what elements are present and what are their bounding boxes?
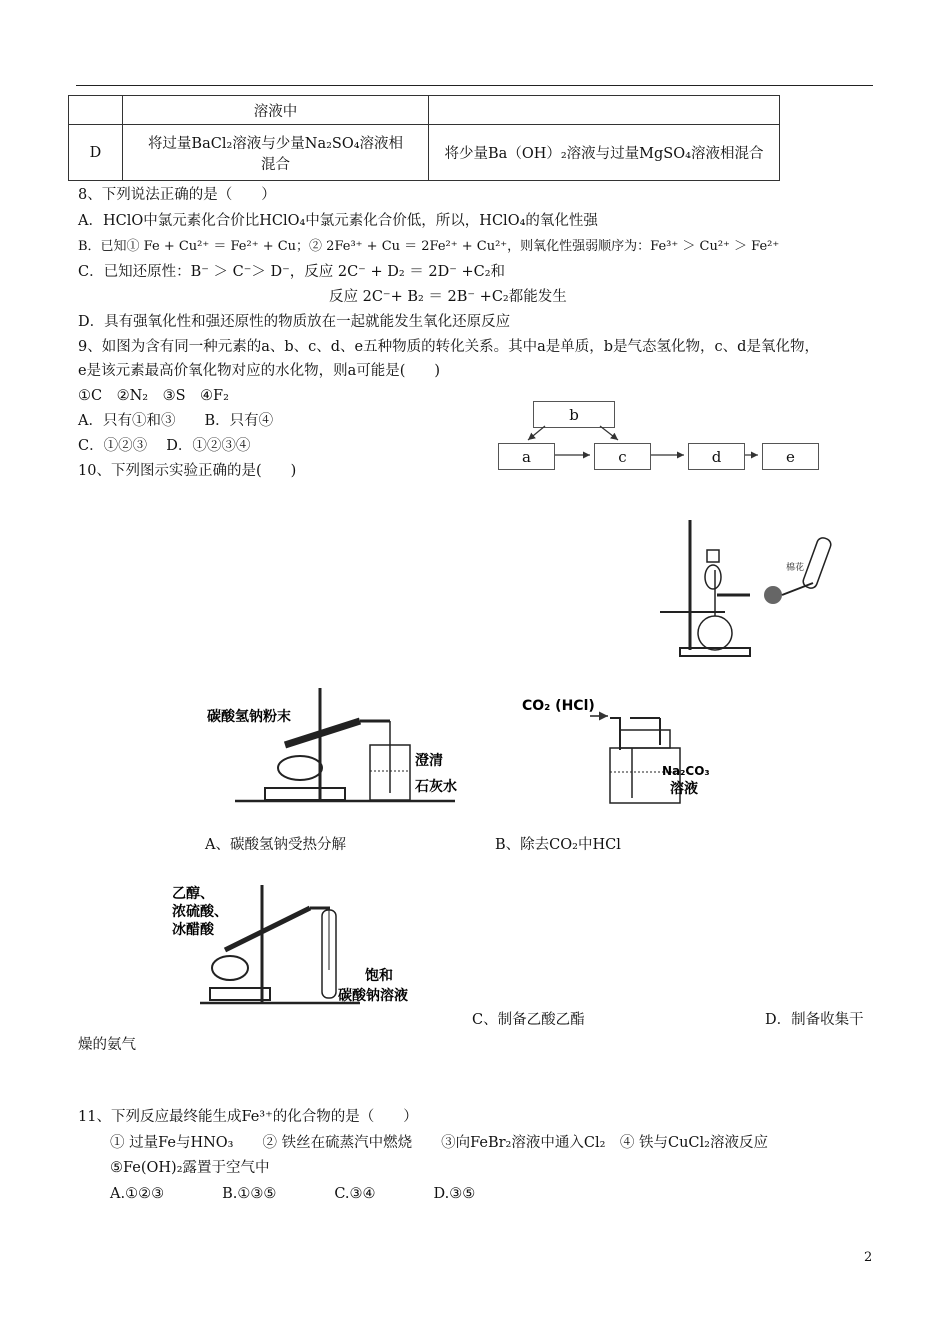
label-cotton: 棉花 — [786, 563, 805, 573]
q10-caption-b: B、除去CO₂中HCl — [495, 837, 621, 853]
q8-option-b: B．已知① Fe + Cu²⁺ ＝ Fe²⁺ + Cu；② 2Fe³⁺ + Cu ＝ 2Fe²⁺ + Cu²⁺，则氧化性强弱顺序为：Fe³⁺ ＞ Cu²⁺ ＞ Fe²⁺ — [78, 239, 780, 254]
diagram-box-b: b — [533, 401, 615, 428]
apparatus-b-figure — [520, 690, 750, 810]
q10-caption-d-cont: 燥的氨气 — [78, 1037, 136, 1053]
page-number: 2 — [864, 1250, 873, 1265]
q9-stem: 9、如图为含有同一种元素的a、b、c、d、e五种物质的转化关系。其中a是单质，b是气态氢化物，c、d是氧化物， — [78, 339, 819, 355]
table-cell — [123, 125, 429, 181]
table-cell-label: D — [69, 125, 123, 181]
q8-option-d: D．具有强氧化性和强还原性的物质放在一起就能发生氧化还原反应 — [78, 314, 511, 330]
label-b-solution-2: 溶液 — [670, 781, 698, 797]
q11-items-1: ① 过量Fe与HNO₃ ② 铁丝在硫蒸汽中燃烧 ③向FeBr₂溶液中通入Cl₂ ④ 铁与CuCl₂溶液反应 — [110, 1135, 768, 1151]
label-a-powder: 碳酸氢钠粉末 — [207, 709, 291, 725]
q9-stem-cont: e是该元素最高价氧化物对应的水化物，则a可能是( ) — [78, 363, 441, 379]
q11-options: A.①②③ B.①③⑤ C.③④ D.③⑤ — [110, 1186, 476, 1202]
header-rule — [76, 85, 873, 86]
q9-options-cd: C．①②③ D．①②③④ — [78, 438, 251, 454]
label-a-limewater-2: 石灰水 — [415, 779, 457, 795]
label-b-solution-1: Na₂CO₃ — [662, 764, 710, 778]
q10-caption-d: D．制备收集干 — [765, 1012, 864, 1028]
q11-items-2: ⑤Fe(OH)₂露置于空气中 — [110, 1160, 270, 1176]
diagram-box-e: e — [762, 443, 819, 470]
label-c-reagent-1: 乙醇、 — [172, 886, 214, 902]
q10-stem: 10、下列图示实验正确的是( ) — [78, 463, 297, 479]
table-cell-line: 混合 — [261, 156, 290, 173]
label-c-solution-2: 碳酸钠溶液 — [338, 988, 408, 1004]
apparatus-d-figure — [655, 515, 855, 665]
q11-stem: 11、下列反应最终能生成Fe³⁺的化合物的是（ ） — [78, 1109, 418, 1125]
diagram-box-a: a — [498, 443, 555, 470]
label-c-solution-1: 饱和 — [365, 968, 393, 984]
table-row — [69, 96, 780, 125]
label-c-reagent-3: 冰醋酸 — [172, 922, 214, 938]
options-table — [68, 95, 780, 181]
label-b-gas: CO₂ (HCl) — [522, 698, 595, 714]
table-cell: 将少量Ba（OH）₂溶液与过量MgSO₄溶液相混合 — [429, 125, 780, 181]
table-cell-line: 将过量BaCl₂溶液与少量Na₂SO₄溶液相 — [147, 135, 404, 152]
q9-options-ab: A．只有①和③ B．只有④ — [78, 413, 274, 429]
apparatus-c-figure — [170, 880, 470, 1010]
q8-stem: 8、下列说法正确的是（ ） — [78, 187, 276, 203]
apparatus-a-figure — [205, 683, 465, 813]
q9-choices: ①C ②N₂ ③S ④F₂ — [78, 388, 229, 404]
table-cell — [429, 96, 780, 125]
q8-option-c: C．已知还原性：B⁻ ＞ C⁻＞ D⁻，反应 2C⁻ + D₂ ＝ 2D⁻ +C₂和 — [78, 264, 506, 280]
table-row — [69, 125, 780, 181]
table-cell — [69, 96, 123, 125]
diagram-box-d: d — [688, 443, 745, 470]
label-a-limewater-1: 澄清 — [415, 753, 443, 769]
q10-caption-a: A、碳酸氢钠受热分解 — [205, 837, 346, 853]
label-c-reagent-2: 浓硫酸、 — [172, 904, 228, 920]
q8-option-c-cont: 反应 2C⁻+ B₂ ＝ 2B⁻ +C₂都能发生 — [329, 289, 567, 305]
q8-option-a: A．HClO中氯元素化合价比HClO₄中氯元素化合价低，所以，HClO₄的氧化性强 — [78, 213, 598, 229]
diagram-box-c: c — [594, 443, 651, 470]
q10-caption-c: C、制备乙酸乙酯 — [472, 1012, 585, 1028]
table-cell: 溶液中 — [123, 96, 429, 125]
